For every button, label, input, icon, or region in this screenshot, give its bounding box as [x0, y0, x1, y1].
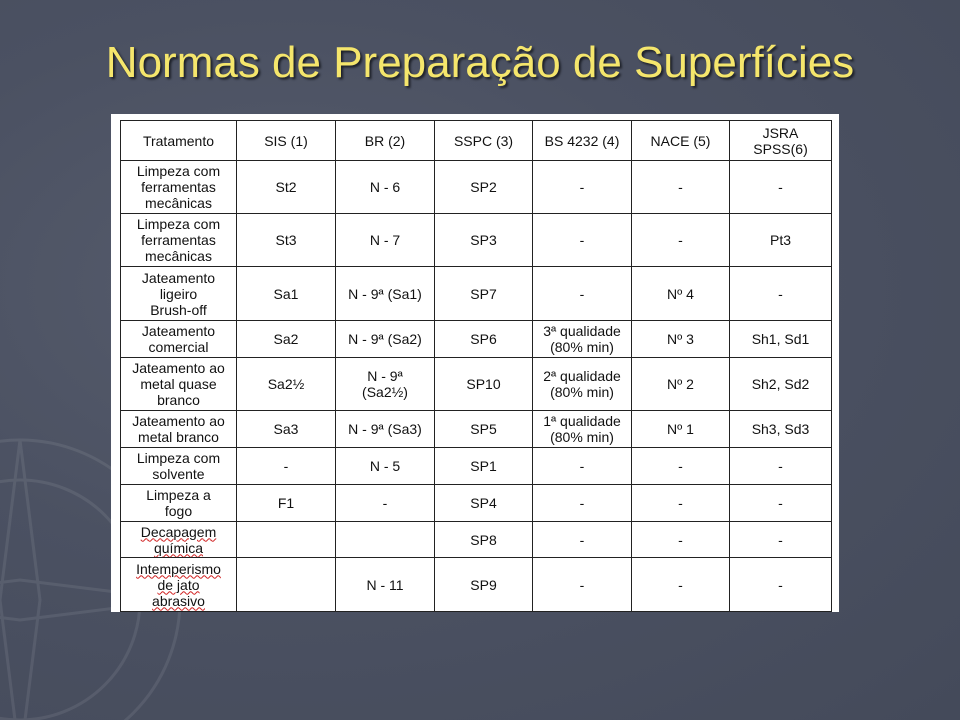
header-br: BR (2) [336, 121, 435, 161]
cell-tratamento: Limpeza com solvente [121, 448, 237, 485]
cell-sis: St3 [237, 214, 336, 267]
cell-bs-4232: 3ª qualidade (80% min) [533, 321, 632, 358]
cell-nace: - [632, 448, 730, 485]
cell-jsra-spss: Sh2, Sd2 [730, 358, 832, 411]
cell-sspc: SP4 [435, 485, 533, 522]
cell-jsra-spss: Sh1, Sd1 [730, 321, 832, 358]
cell-sis: Sa2 [237, 321, 336, 358]
table-row [121, 358, 832, 411]
cell-nace: - [632, 522, 730, 558]
cell-sspc: SP10 [435, 358, 533, 411]
cell-br: N - 11 [336, 558, 435, 612]
cell-sspc: SP8 [435, 522, 533, 558]
cell-sspc: SP9 [435, 558, 533, 612]
cell-bs-4232: - [533, 267, 632, 321]
cell-br: N - 9ª (Sa2½) [336, 358, 435, 411]
cell-br: N - 9ª (Sa3) [336, 411, 435, 448]
cell-tratamento: Jateamento comercial [121, 321, 237, 358]
cell-sis: Sa3 [237, 411, 336, 448]
cell-sis [237, 522, 336, 558]
cell-bs-4232: - [533, 448, 632, 485]
cell-br: N - 9ª (Sa1) [336, 267, 435, 321]
cell-sis: St2 [237, 161, 336, 214]
cell-nace: Nº 4 [632, 267, 730, 321]
table-row [121, 522, 832, 558]
cell-br: N - 5 [336, 448, 435, 485]
cell-nace: - [632, 161, 730, 214]
cell-jsra-spss: - [730, 161, 832, 214]
header-nace: NACE (5) [632, 121, 730, 161]
cell-jsra-spss: Pt3 [730, 214, 832, 267]
cell-jsra-spss: Sh3, Sd3 [730, 411, 832, 448]
cell-sspc: SP2 [435, 161, 533, 214]
cell-sis: F1 [237, 485, 336, 522]
header-sspc: SSPC (3) [435, 121, 533, 161]
standards-table-frame [111, 114, 839, 612]
table-row [121, 321, 832, 358]
cell-tratamento: Jateamento ligeiro Brush-off [121, 267, 237, 321]
cell-tratamento: Jateamento ao metal quase branco [121, 358, 237, 411]
cell-tratamento: Limpeza com ferramentas mecânicas [121, 214, 237, 267]
cell-jsra-spss: - [730, 522, 832, 558]
table-row [121, 558, 832, 612]
cell-bs-4232: - [533, 558, 632, 612]
cell-sspc: SP6 [435, 321, 533, 358]
cell-sis: - [237, 448, 336, 485]
slide-title: Normas de Preparação de Superfícies [105, 38, 855, 87]
table-row [121, 448, 832, 485]
table-row [121, 267, 832, 321]
table-row [121, 161, 832, 214]
cell-bs-4232: - [533, 485, 632, 522]
cell-br: N - 9ª (Sa2) [336, 321, 435, 358]
cell-bs-4232: 2ª qualidade (80% min) [533, 358, 632, 411]
header-jsra-spss: JSRA SPSS(6) [730, 121, 832, 161]
cell-br: N - 7 [336, 214, 435, 267]
cell-tratamento: Intemperismo de jato abrasivo [121, 558, 237, 612]
table-row [121, 214, 832, 267]
cell-bs-4232: - [533, 214, 632, 267]
cell-br: - [336, 485, 435, 522]
cell-bs-4232: - [533, 161, 632, 214]
surface-preparation-standards-table [120, 120, 832, 612]
cell-sspc: SP7 [435, 267, 533, 321]
cell-jsra-spss: - [730, 267, 832, 321]
cell-tratamento: Limpeza com ferramentas mecânicas [121, 161, 237, 214]
table-header-row [121, 121, 832, 161]
cell-nace: Nº 2 [632, 358, 730, 411]
cell-tratamento: Decapagem química [121, 522, 237, 558]
cell-nace: - [632, 485, 730, 522]
cell-br: N - 6 [336, 161, 435, 214]
cell-bs-4232: - [533, 522, 632, 558]
cell-nace: Nº 1 [632, 411, 730, 448]
cell-nace: - [632, 214, 730, 267]
cell-nace: Nº 3 [632, 321, 730, 358]
cell-sis: Sa1 [237, 267, 336, 321]
header-sis: SIS (1) [237, 121, 336, 161]
cell-nace: - [632, 558, 730, 612]
cell-br [336, 522, 435, 558]
header-tratamento: Tratamento [121, 121, 237, 161]
cell-jsra-spss: - [730, 558, 832, 612]
cell-sspc: SP5 [435, 411, 533, 448]
cell-sis [237, 558, 336, 612]
cell-jsra-spss: - [730, 448, 832, 485]
cell-tratamento: Jateamento ao metal branco [121, 411, 237, 448]
cell-jsra-spss: - [730, 485, 832, 522]
cell-bs-4232: 1ª qualidade (80% min) [533, 411, 632, 448]
cell-sis: Sa2½ [237, 358, 336, 411]
cell-sspc: SP3 [435, 214, 533, 267]
cell-tratamento: Limpeza a fogo [121, 485, 237, 522]
cell-sspc: SP1 [435, 448, 533, 485]
header-bs-4232: BS 4232 (4) [533, 121, 632, 161]
table-row [121, 485, 832, 522]
table-row [121, 411, 832, 448]
